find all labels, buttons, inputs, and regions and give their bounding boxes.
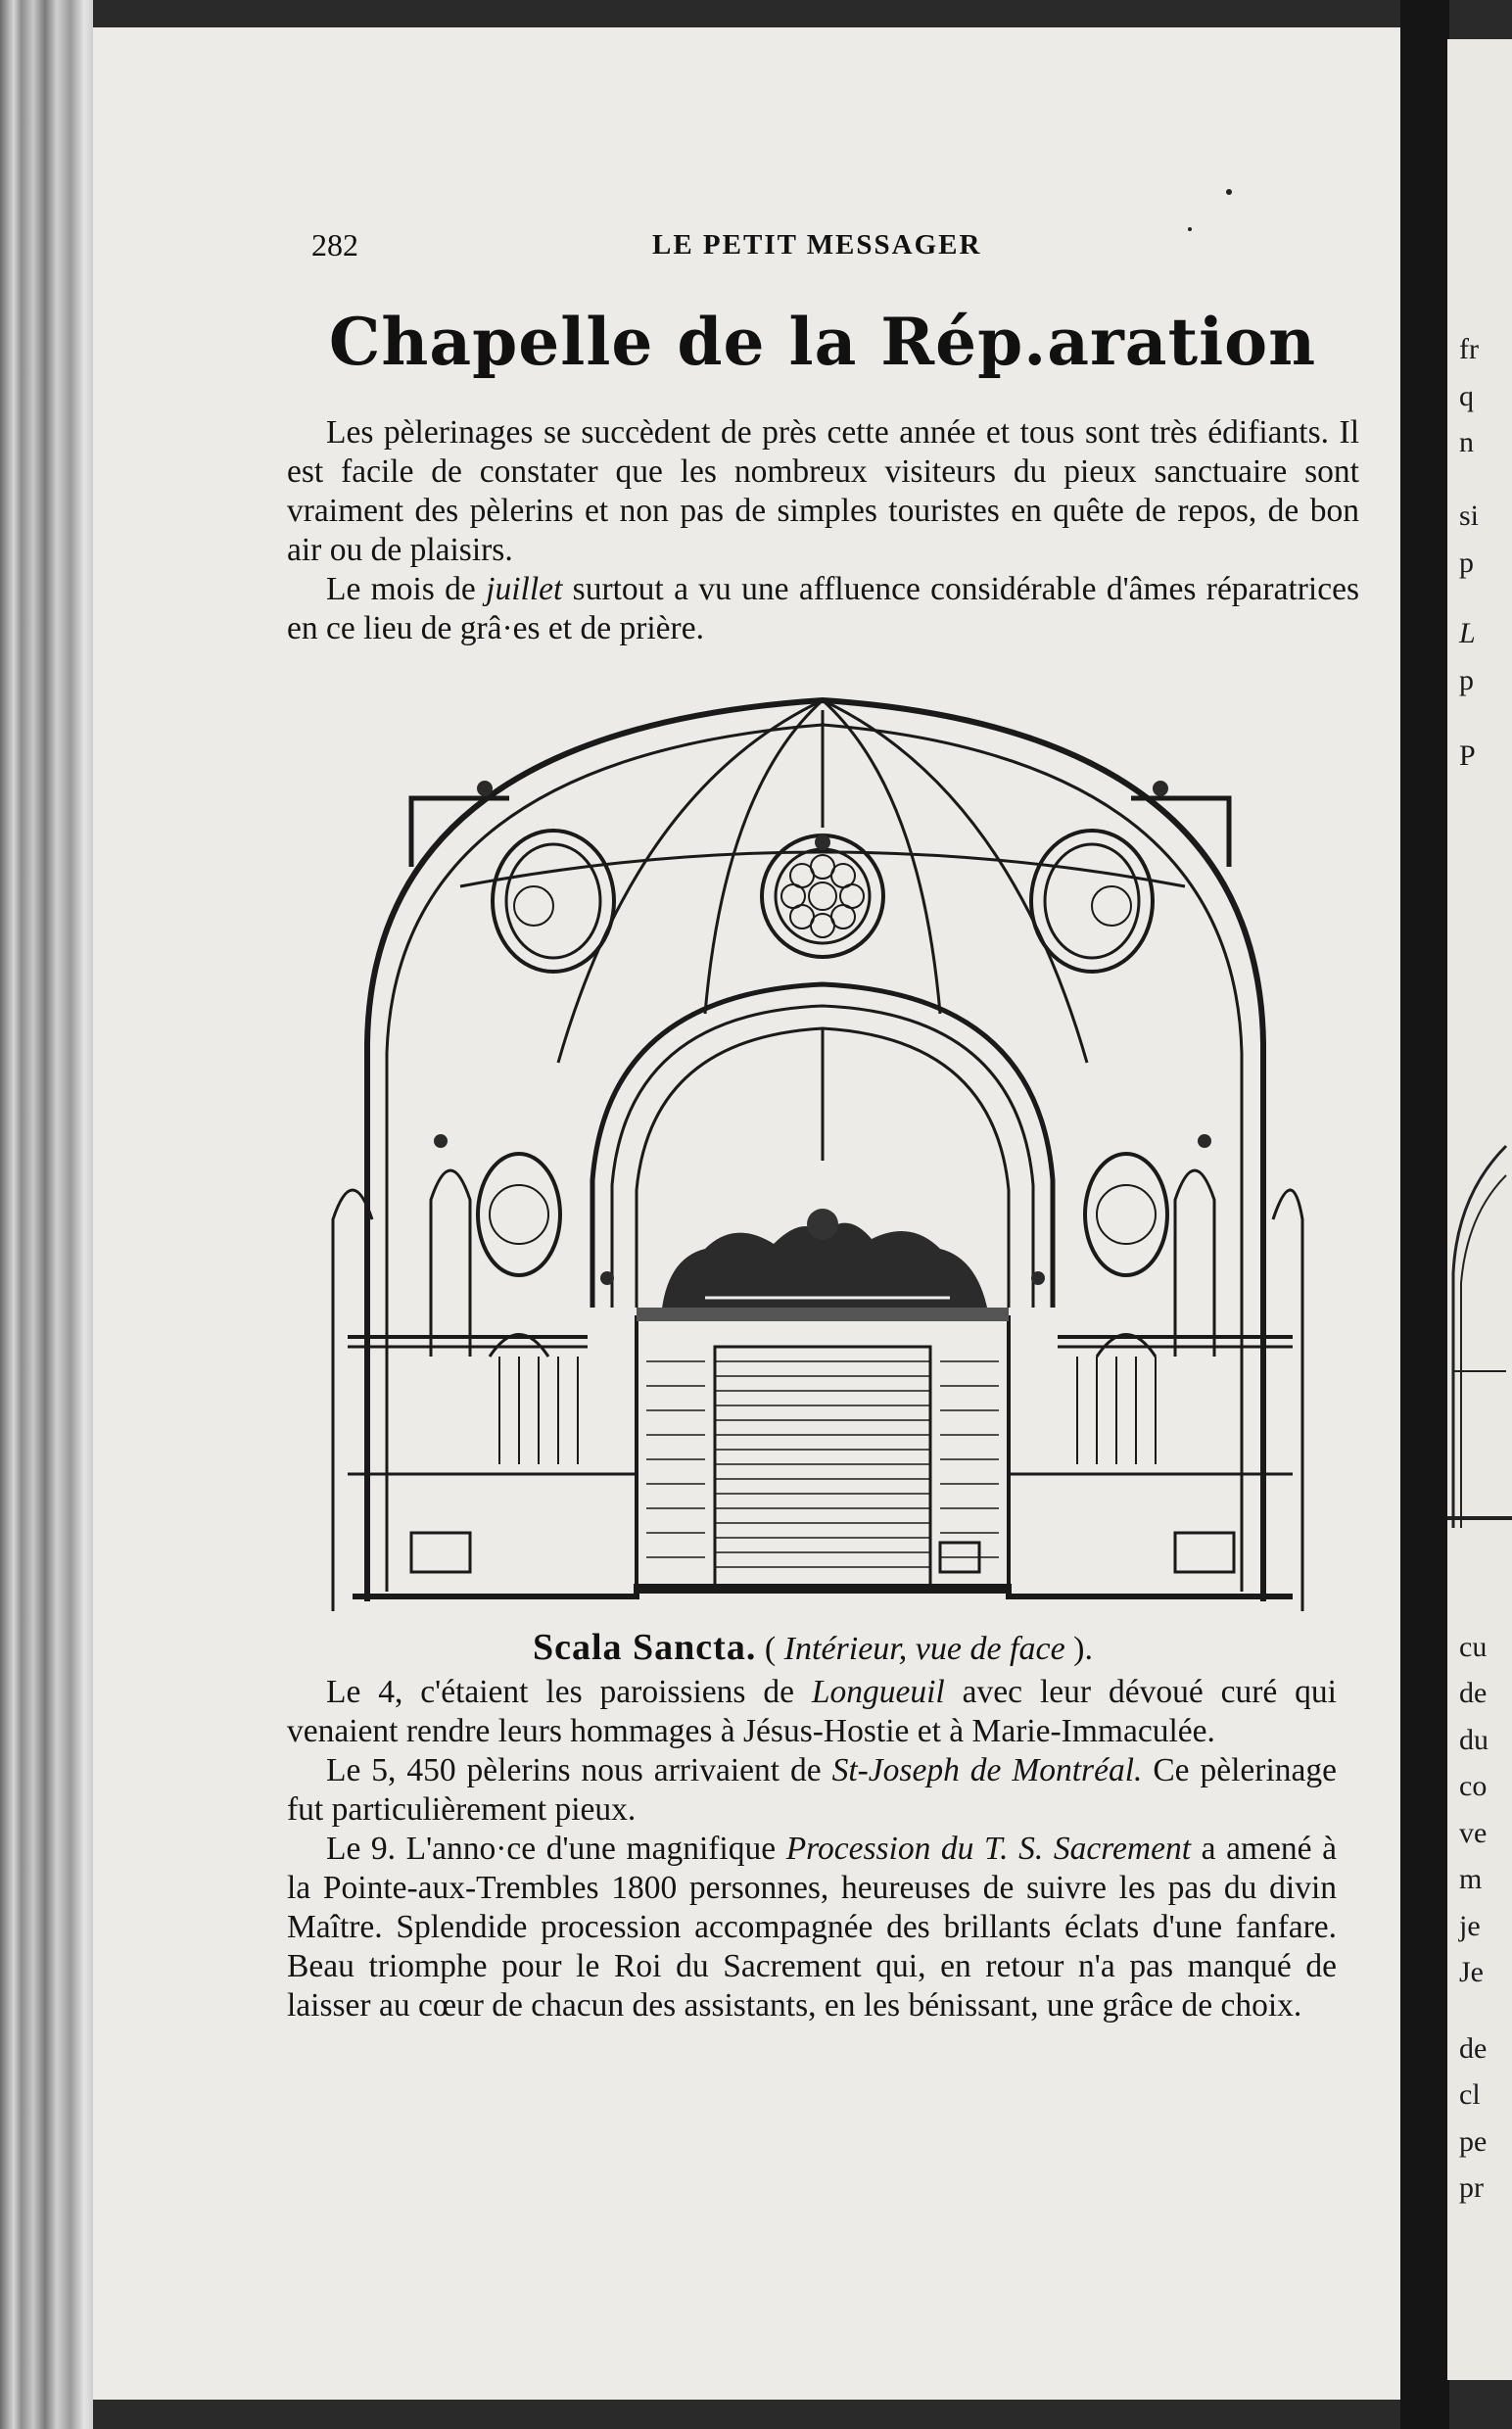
book-gutter bbox=[1400, 0, 1449, 2429]
book-left-edge bbox=[0, 0, 93, 2429]
facing-fragment: m bbox=[1459, 1863, 1483, 1895]
paragraph: Le 9. L'anno·ce d'une magnifique Procession du T. S. Sacrement a amené à la Pointe-aux-Trembles 1800 personnes, heureuses de suivre les pas du divin Maître. Splendide procession accompagnée des brillants éclats d'une fanfare. Beau triomphe pour le Roi du Sacrement qui, en retour n'a pas manqué de laisser au cœur de chacun des assistants, en les bénissant, une grâce de choix. bbox=[287, 1831, 1337, 2024]
last-supper-figures bbox=[637, 1209, 1009, 1321]
caption-note: Intérieur, vue de face bbox=[783, 1631, 1065, 1667]
running-head bbox=[311, 227, 1389, 270]
facing-fragment: si bbox=[1459, 500, 1480, 532]
facing-fragment: je bbox=[1459, 1910, 1481, 1942]
facing-fragment: du bbox=[1459, 1724, 1488, 1756]
caption-title: Scala Sancta. bbox=[532, 1627, 757, 1668]
paragraph: Le 5, 450 pèlerins nous arrivaient de St-Joseph de Montréal. Ce pèlerinage fut particulièrement pieux. bbox=[287, 1752, 1337, 1828]
events-text bbox=[287, 1673, 1337, 2025]
figure-caption: Scala Sancta. ( Intérieur, vue de face ). bbox=[532, 1627, 1093, 1668]
facing-fragment: ve bbox=[1459, 1817, 1488, 1849]
facing-fragment: n bbox=[1459, 426, 1474, 458]
facing-fragment: p bbox=[1459, 547, 1474, 579]
facing-arch-drawing bbox=[1447, 1077, 1512, 1538]
facing-fragment: de bbox=[1459, 2032, 1488, 2065]
facing-fragment: p bbox=[1459, 664, 1474, 696]
paragraph: Le mois de juillet surtout a vu une affluence considérable d'âmes réparatrices en ce lieu de grâ·es et de prière. bbox=[287, 571, 1359, 646]
facing-fragment: de bbox=[1459, 1677, 1488, 1709]
facing-fragment: P bbox=[1459, 739, 1476, 772]
facing-fragment: cu bbox=[1459, 1631, 1488, 1663]
facing-fragment: cl bbox=[1459, 2078, 1481, 2111]
facing-fragment: pe bbox=[1459, 2125, 1488, 2158]
scala-sancta-illustration bbox=[313, 671, 1307, 1611]
chapter-title: Chapelle de la Rép.aration bbox=[328, 304, 1317, 380]
facing-page bbox=[1447, 39, 1512, 2380]
facing-fragment: q bbox=[1459, 380, 1474, 412]
paragraph: Les pèlerinages se succèdent de près cette année et tous sont très édifiants. Il est facile de constater que les nombreux visiteurs du pieux sanctuaire sont vraiment des pèlerins et non pas de simples touristes en quête de repos, de bon air ou de plaisirs. bbox=[287, 414, 1359, 568]
intro-text bbox=[287, 413, 1359, 648]
facing-fragment: fr bbox=[1459, 333, 1479, 365]
facing-fragment: Je bbox=[1459, 1956, 1484, 1988]
paragraph: Le 4, c'étaient les paroissiens de Longueuil avec leur dévoué curé qui venaient rendre leurs hommages à Jésus-Hostie et à Marie-Immaculée. bbox=[287, 1674, 1337, 1749]
running-head-title: LE PETIT MESSAGER bbox=[652, 229, 982, 261]
facing-fragment: co bbox=[1459, 1770, 1488, 1802]
page-number: 282 bbox=[311, 227, 358, 262]
ink-speck bbox=[1226, 189, 1232, 195]
facing-fragment: L bbox=[1459, 617, 1476, 649]
facing-fragment: pr bbox=[1459, 2171, 1484, 2204]
